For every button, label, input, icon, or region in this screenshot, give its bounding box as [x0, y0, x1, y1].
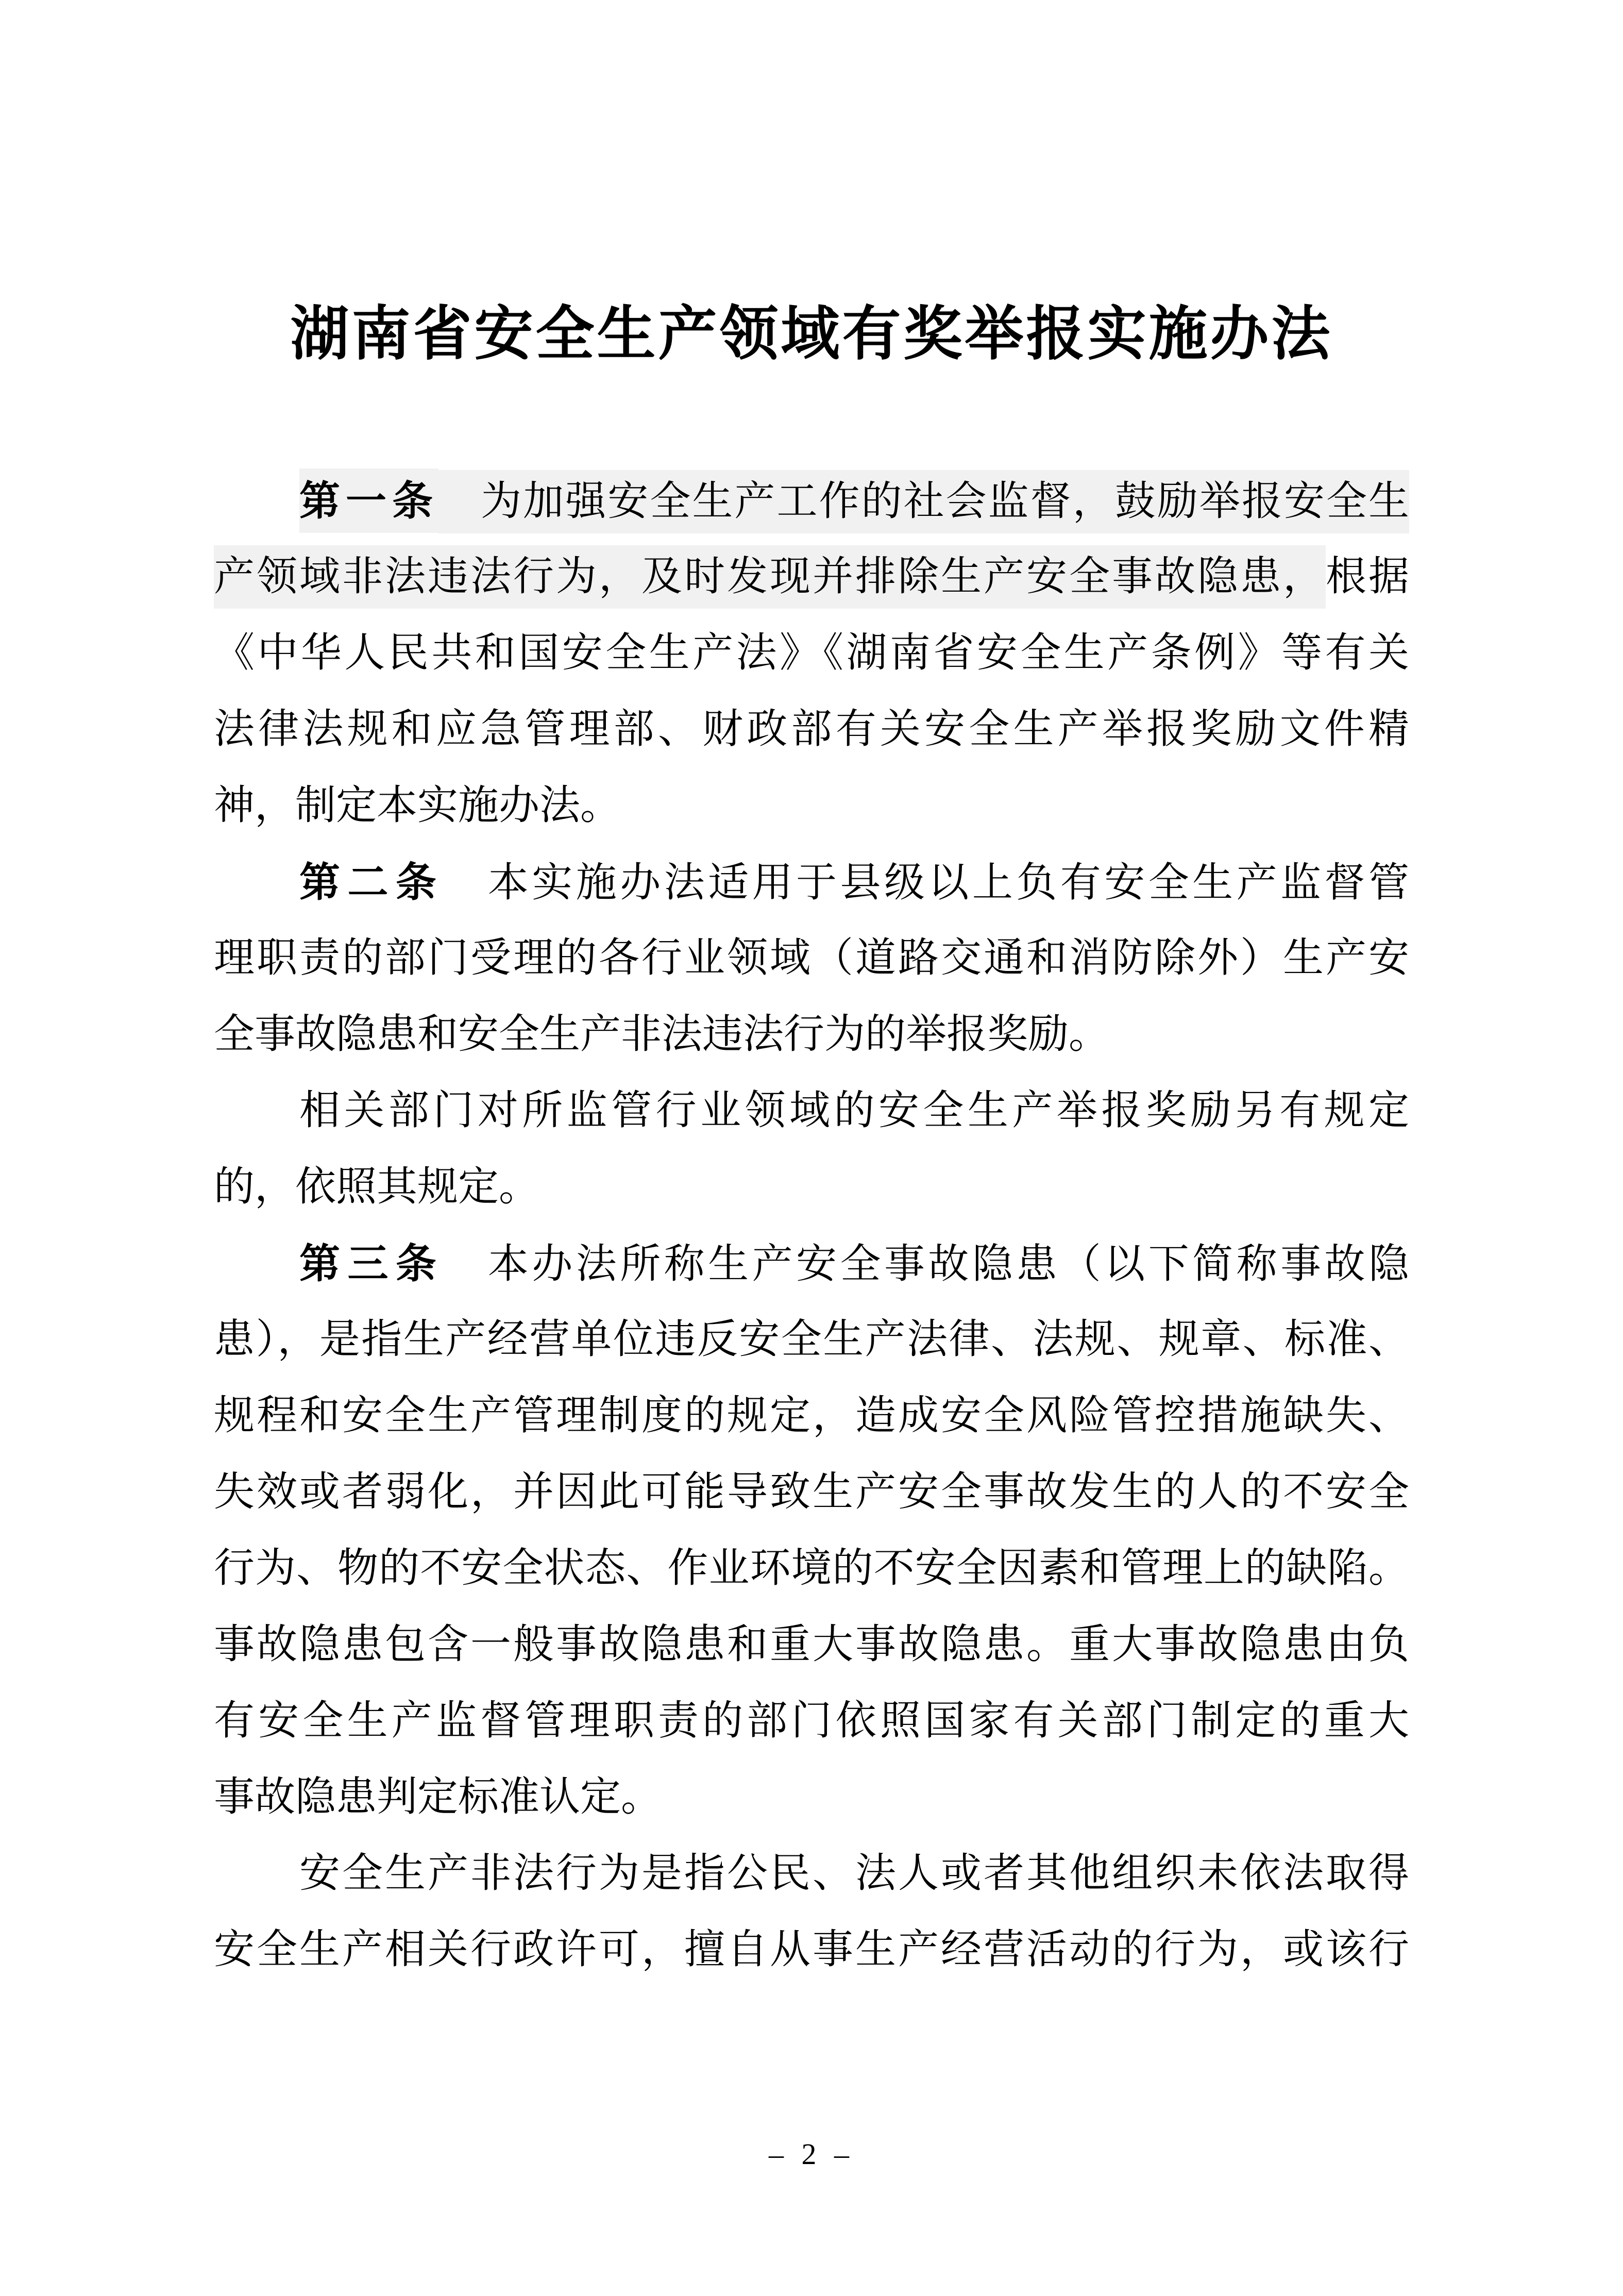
- text-segment: 的，依照其规定。: [214, 1165, 539, 1210]
- text-line: [214, 1607, 1409, 1683]
- document-title: 湖南省安全生产领域有奖举报实施办法: [290, 301, 1333, 367]
- text-segment: 患），是指生产经营单位违反安全生产法律、法规、规章、标准、: [214, 1317, 1409, 1362]
- page-number: – 2 –: [769, 2137, 854, 2171]
- text-line: [214, 1759, 1409, 1836]
- text-segment: 本办法所称生产安全事故隐患（以下简称事故隐: [444, 1242, 1409, 1287]
- text-line: [214, 539, 1409, 615]
- text-segment: 相关部门对所监管行业领域的安全生产举报奖励另有规定: [299, 1088, 1409, 1133]
- text-line: [214, 1226, 1409, 1302]
- text-line: [214, 1683, 1409, 1759]
- text-line: [214, 615, 1409, 692]
- text-segment: 《中华人民共和国安全生产法》《湖南省安全生产条例》等有关: [214, 631, 1409, 676]
- text-line: [214, 844, 1409, 920]
- text-line: [214, 1073, 1409, 1149]
- text-line: [214, 1454, 1409, 1531]
- text-segment: 为加强安全生产工作的社会监督，鼓励举报安全生: [438, 470, 1409, 533]
- text-segment: 本实施办法适用于县级以上负有安全生产监督管: [444, 861, 1409, 906]
- text-line: [214, 920, 1409, 997]
- text-segment: 事故隐患判定标准认定。: [214, 1775, 662, 1820]
- text-line: [214, 1836, 1409, 1912]
- article-label: 第二条: [299, 859, 444, 905]
- text-segment: 事故隐患包含一般事故隐患和重大事故隐患。重大事故隐患由负: [214, 1622, 1409, 1667]
- text-segment: 全事故隐患和安全生产非法违法行为的举报奖励。: [214, 1012, 1109, 1057]
- text-line: [214, 1302, 1409, 1378]
- text-segment: 行为、物的不安全状态、作业环境的不安全因素和管理上的缺陷。: [214, 1546, 1409, 1591]
- text-line: [214, 1378, 1409, 1454]
- text-segment: 神，制定本实施办法。: [214, 783, 621, 828]
- text-segment: 安全生产非法行为是指公民、法人或者其他组织未依法取得: [299, 1851, 1409, 1896]
- text-segment: 失效或者弱化，并因此可能导致生产安全事故发生的人的不安全: [214, 1470, 1409, 1515]
- text-line: [214, 1531, 1409, 1607]
- text-line: [214, 768, 1409, 844]
- body-lines: [214, 463, 1409, 1988]
- article-label: 第三条: [299, 1241, 444, 1286]
- text-line: [214, 997, 1409, 1073]
- text-segment: 理职责的部门受理的各行业领域（道路交通和消防除外）生产安: [214, 936, 1409, 981]
- text-segment: 法律法规和应急管理部、财政部有关安全生产举报奖励文件精: [214, 707, 1409, 752]
- text-line: [214, 463, 1409, 539]
- text-line: [214, 692, 1409, 768]
- article-label: 第一条: [299, 468, 438, 533]
- text-segment: 产领域非法违法行为，及时发现并排除生产安全事故隐患，: [214, 545, 1326, 609]
- text-segment: 安全生产相关行政许可，擅自从事生产经营活动的行为，或该行: [214, 1928, 1409, 1972]
- text-segment: 规程和安全生产管理制度的规定，造成安全风险管控措施缺失、: [214, 1394, 1409, 1438]
- text-segment: 根据: [1326, 555, 1409, 599]
- text-segment: 有安全生产监督管理职责的部门依照国家有关部门制定的重大: [214, 1699, 1409, 1744]
- text-line: [214, 1149, 1409, 1226]
- text-line: [214, 1912, 1409, 1988]
